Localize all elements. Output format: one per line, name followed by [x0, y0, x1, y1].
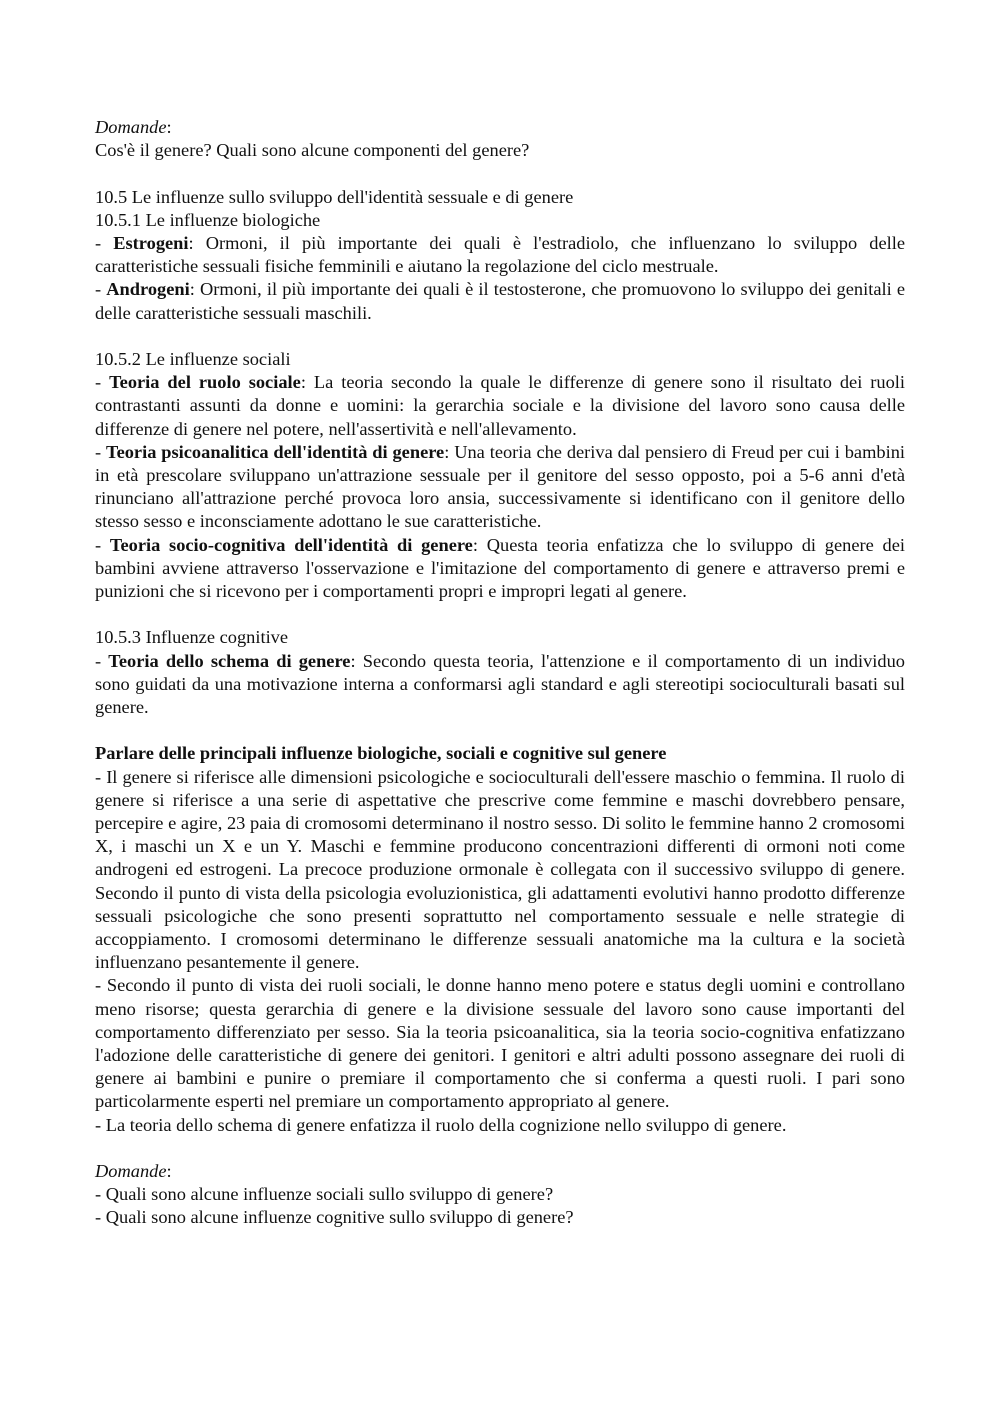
definition-item [95, 650, 905, 720]
item-prefix: - [95, 372, 110, 393]
question-text: Cos'è il genere? Quali sono alcune componenti del genere? [95, 140, 530, 161]
item-text: : La teoria secondo la quale le differenze di genere sono il risultato dei ruoli contrastanti assunti da donne e uomini: la gerarchia sociale e la divisione del lavoro sono causa delle differenze di genere nel potere, nell'assertività e nell'allevamento. [95, 372, 905, 439]
questions-label-line [95, 116, 905, 139]
questions-label-line [95, 1160, 905, 1183]
item-text: : Una teoria che deriva dal pensiero di Freud per cui i bambini in età prescolare sviluppano un'attrazione sessuale per il genitore del sesso opposto, poi a 5-6 anni d'età rinunciano all'attrazione perché provoca loro ansia, successivamente si identificano con il genitore dello stesso sesso e inconsciamente adottano le sue caratteristiche. [95, 441, 905, 532]
questions-label: Domande [95, 1161, 167, 1182]
item-prefix: - [95, 650, 109, 671]
questions-colon: : [166, 1161, 172, 1182]
item-prefix: - [95, 534, 110, 555]
item-prefix: - [95, 233, 114, 253]
definition-item [95, 441, 905, 534]
spacer [95, 325, 905, 348]
item-term: Teoria dello schema di genere [108, 650, 351, 671]
spacer [95, 719, 905, 742]
item-term: Teoria socio-cognitiva dell'identità di genere [109, 534, 473, 555]
definition-item [95, 278, 905, 324]
item-prefix: - [95, 279, 107, 300]
questions-colon: : [166, 117, 172, 137]
paragraph: - Secondo il punto di vista dei ruoli sociali, le donne hanno meno potere e status degli uomini e controllano meno risorse; questa gerarchia di genere e la divisione sessuale del lavoro sono cause importanti del comportamento differenziato per sesso. Sia la teoria psicoanalitica, sia la teoria socio-cognitiva enfatizzano l'adozione delle caratteristiche di genere dei genitori. I genitori e altri adulti possono assegnare dei ruoli di genere ai bambini e punire o premiare il comportamento che si conferma a questi ruoli. I pari sono particolarmente esperti nel premiare un comportamento appropriato al genere. [95, 975, 905, 1112]
spacer [95, 1137, 905, 1160]
subsection-heading: 10.5.1 Le influenze biologiche [95, 209, 321, 230]
item-term: Teoria psicoanalitica dell'identità di genere [106, 441, 445, 462]
definition-item [95, 232, 905, 278]
item-term: Estrogeni [113, 233, 189, 253]
definition-item [95, 371, 905, 441]
definition-item [95, 534, 905, 604]
item-text: : Secondo questa teoria, l'attenzione e il comportamento di un individuo sono guidati da una motivazione interna a conformarsi agli standard e agli stereotipi socioculturali basati sul genere. [95, 650, 905, 718]
subsection-heading: 10.5.2 Le influenze sociali [95, 349, 291, 369]
bold-heading-text: Parlare delle principali influenze biologiche, sociali e cognitive sul genere [95, 743, 667, 764]
questions-label: Domande [95, 117, 167, 137]
item-text: : Ormoni, il più importante dei quali è il testosterone, che promuovono lo sviluppo dei genitali e delle caratteristiche sessuali maschili. [95, 279, 905, 323]
item-term: Teoria del ruolo sociale [109, 372, 301, 393]
question-text: - Quali sono alcune influenze cognitive sullo sviluppo di genere? [95, 1207, 574, 1228]
spacer [95, 603, 905, 626]
spacer [95, 162, 905, 185]
subsection-heading: 10.5.3 Influenze cognitive [95, 627, 289, 648]
item-term: Androgeni [106, 279, 190, 300]
question-text: - Quali sono alcune influenze sociali sullo sviluppo di genere? [95, 1184, 554, 1205]
paragraph: - La teoria dello schema di genere enfatizza il ruolo della cognizione nello sviluppo di genere. [95, 1114, 787, 1135]
document-page [95, 116, 905, 1230]
item-text: : Questa teoria enfatizza che lo sviluppo di genere dei bambini avviene attraverso l'osservazione e l'imitazione del comportamento di genere e attraverso premi e punizioni che si ricevono per i comportamenti propri e impropri legati al genere. [95, 534, 905, 602]
section-heading: 10.5 Le influenze sullo sviluppo dell'identità sessuale e di genere [95, 186, 574, 207]
item-text: : Ormoni, il più importante dei quali è l'estradiolo, che influenzano lo sviluppo delle caratteristiche sessuali fisiche femminili e aiutano la regolazione del ciclo mestruale. [95, 233, 905, 277]
bold-heading [95, 742, 905, 765]
item-prefix: - [95, 441, 106, 462]
paragraph: - Il genere si riferisce alle dimensioni psicologiche e socioculturali dell'essere maschio o femmina. Il ruolo di genere si riferisce a una serie di aspettative che prescrive come femmine e maschi dovrebbero pensare, percepire e agire, 23 paia di cromosomi determinano il nostro sesso. Di solito le femmine hanno 2 cromosomi X, i maschi un X e un Y. Maschi e femmine producono concentrazioni differenti di ormoni noti come androgeni ed estrogeni. La precoce produzione ormonale è collegata con il successivo sviluppo di genere. Secondo il punto di vista della psicologia evoluzionistica, gli adattamenti evolutivi hanno prodotto differenze sessuali psicologiche che sono presenti soprattutto nel comportamento sessuale e nelle strategie di accoppiamento. I cromosomi determinano le differenze sessuali anatomiche ma la cultura e la società influenzano pesantemente il genere. [95, 766, 905, 973]
